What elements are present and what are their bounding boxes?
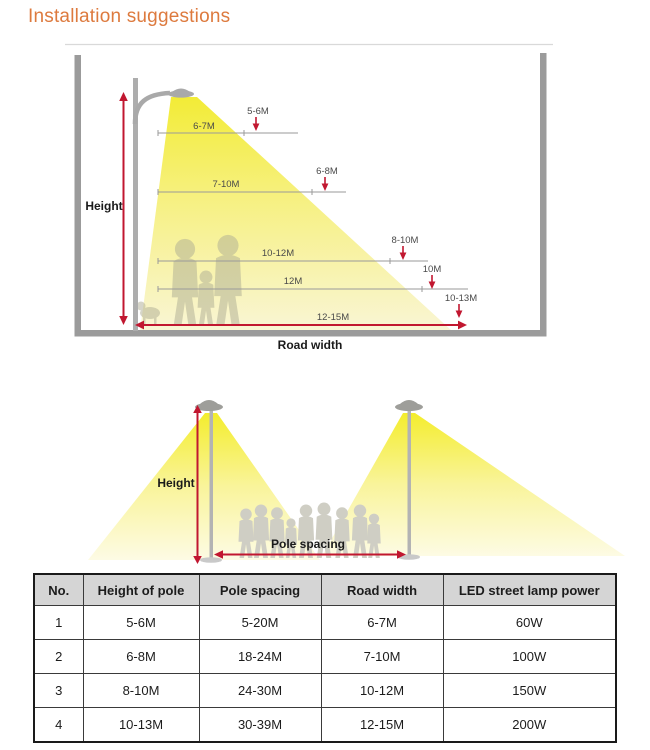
cell-road-width: 12-15M (321, 708, 443, 743)
width-label: 7-10M (212, 179, 240, 190)
diagram-pole-spacing-view (0, 390, 650, 570)
table-row (34, 640, 616, 674)
ground-bar (75, 330, 547, 337)
road-width-label: Road width (277, 338, 343, 352)
diagram-side-view (0, 40, 650, 360)
cell-no: 3 (34, 674, 83, 708)
cell-road-width: 6-7M (321, 606, 443, 640)
lamp-arm (135, 93, 170, 124)
cell-spacing: 30-39M (199, 708, 321, 743)
pole-spacing-label: Pole spacing (270, 537, 346, 551)
cell-power: 150W (443, 674, 616, 708)
marker-label: 5-6M (247, 106, 269, 117)
col-header-no: No. (34, 574, 83, 606)
cell-no: 2 (34, 640, 83, 674)
cell-power: 200W (443, 708, 616, 743)
cell-spacing: 18-24M (199, 640, 321, 674)
cell-no: 1 (34, 606, 83, 640)
cell-road-width: 7-10M (321, 640, 443, 674)
table-row (34, 674, 616, 708)
marker-label: 10M (422, 264, 442, 275)
cell-height: 6-8M (83, 640, 199, 674)
cell-height: 8-10M (83, 674, 199, 708)
marker-label: 8-10M (391, 235, 419, 246)
pole-base (200, 557, 222, 563)
width-label: 6-7M (193, 121, 215, 132)
cell-power: 100W (443, 640, 616, 674)
page-title: Installation suggestions (28, 6, 231, 27)
lamp-head (395, 403, 423, 411)
height-label: Height (85, 199, 123, 213)
col-header-lamp-power: LED street lamp power (443, 574, 616, 606)
table-row (34, 708, 616, 743)
width-label: 10-12M (261, 248, 295, 259)
width-label: 12M (283, 276, 303, 287)
cell-spacing: 24-30M (199, 674, 321, 708)
left-wall (75, 55, 82, 336)
cell-power: 60W (443, 606, 616, 640)
right-wall (540, 53, 547, 336)
cell-height: 10-13M (83, 708, 199, 743)
cell-road-width: 10-12M (321, 674, 443, 708)
spec-table (33, 573, 617, 743)
col-header-road-width: Road width (321, 574, 443, 606)
marker-label: 10-13M (444, 293, 478, 304)
col-header-pole-spacing: Pole spacing (199, 574, 321, 606)
cell-spacing: 5-20M (199, 606, 321, 640)
cell-height: 5-6M (83, 606, 199, 640)
lamp-head-dome (200, 400, 218, 404)
marker-label: 6-8M (316, 166, 338, 177)
lamp-pole (408, 409, 412, 558)
table-row (34, 606, 616, 640)
table-header-row (34, 574, 616, 606)
lamp-pole (210, 409, 214, 560)
cell-no: 4 (34, 708, 83, 743)
lamp-head-dome (172, 89, 190, 93)
width-label: 12-15M (316, 312, 350, 323)
col-header-height-of-pole: Height of pole (83, 574, 199, 606)
height-label: Height (157, 476, 195, 490)
lamp-head-dome (400, 400, 418, 404)
